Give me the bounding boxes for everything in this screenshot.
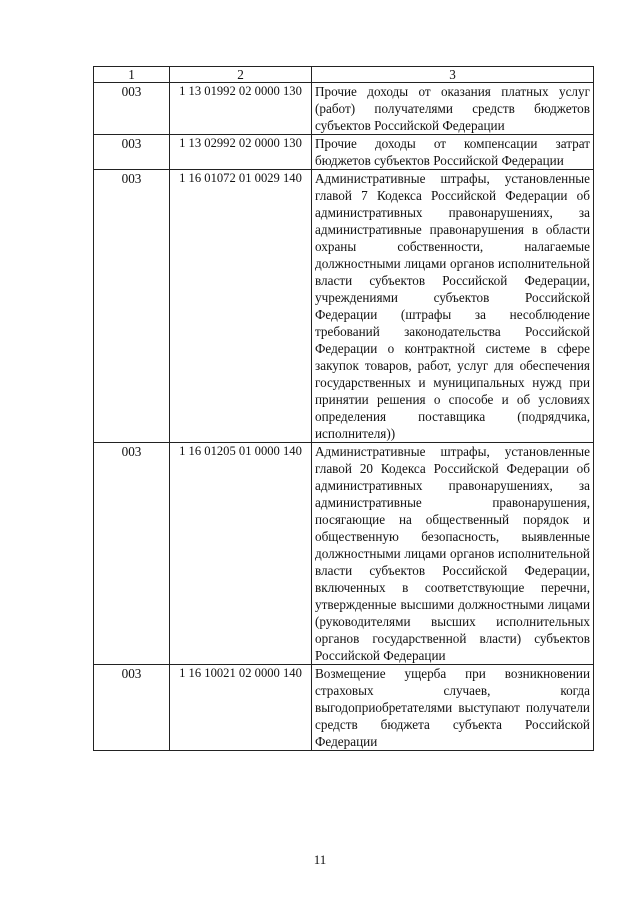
admin-code-cell: 003 xyxy=(94,443,170,665)
revenue-description-cell: Возмещение ущерба при возникновении страховых случаев, когда выгодоприобретателями выступают получатели средств бюджета субъекта Российской Федерации xyxy=(312,665,594,751)
table-row xyxy=(94,443,594,665)
table-row xyxy=(94,135,594,170)
revenue-codes-table xyxy=(93,66,594,751)
table-row xyxy=(94,170,594,443)
admin-code-cell: 003 xyxy=(94,83,170,135)
revenue-code-cell: 1 16 01205 01 0000 140 xyxy=(170,443,312,665)
page-number: 11 xyxy=(313,852,327,867)
admin-code-cell: 003 xyxy=(94,170,170,443)
column-header-1: 1 xyxy=(94,67,170,83)
revenue-code-cell: 1 13 01992 02 0000 130 xyxy=(170,83,312,135)
column-header-2: 2 xyxy=(170,67,312,83)
admin-code-cell: 003 xyxy=(94,665,170,751)
admin-code-cell: 003 xyxy=(94,135,170,170)
revenue-description-cell: Прочие доходы от оказания платных услуг (работ) получателями средств бюджетов субъектов Российской Федерации xyxy=(312,83,594,135)
revenue-code-cell: 1 16 10021 02 0000 140 xyxy=(170,665,312,751)
revenue-code-cell: 1 16 01072 01 0029 140 xyxy=(170,170,312,443)
table-header-row xyxy=(94,67,594,83)
revenue-description-cell: Прочие доходы от компенсации затрат бюджетов субъектов Российской Федерации xyxy=(312,135,594,170)
column-header-3: 3 xyxy=(312,67,594,83)
revenue-description-cell: Административные штрафы, установленные главой 20 Кодекса Российской Федерации об административных правонарушениях, за административные правонарушения, посягающие на общественный порядок и общественную безопасность, выявленные должностными лицами органов исполнительной власти субъектов Российской Федерации, включенных в соответствующие перечни, утвержденные высшими должностными лицами (руководителями высших исполнительных органов государственной власти) субъектов Российской Федерации xyxy=(312,443,594,665)
revenue-description-cell: Административные штрафы, установленные главой 7 Кодекса Российской Федерации об административных правонарушениях, за административные правонарушения в области охраны собственности, налагаемые должностными лицами органов исполнительной власти субъектов Российской Федерации, учреждениями субъектов Российской Федерации (штрафы за несоблюдение требований законодательства Российской Федерации о контрактной системе в сфере закупок товаров, работ, услуг для обеспечения государственных и муниципальных нужд при принятии решения о способе и об условиях определения поставщика (подрядчика, исполнителя)) xyxy=(312,170,594,443)
table-row xyxy=(94,665,594,751)
table-row xyxy=(94,83,594,135)
revenue-code-cell: 1 13 02992 02 0000 130 xyxy=(170,135,312,170)
